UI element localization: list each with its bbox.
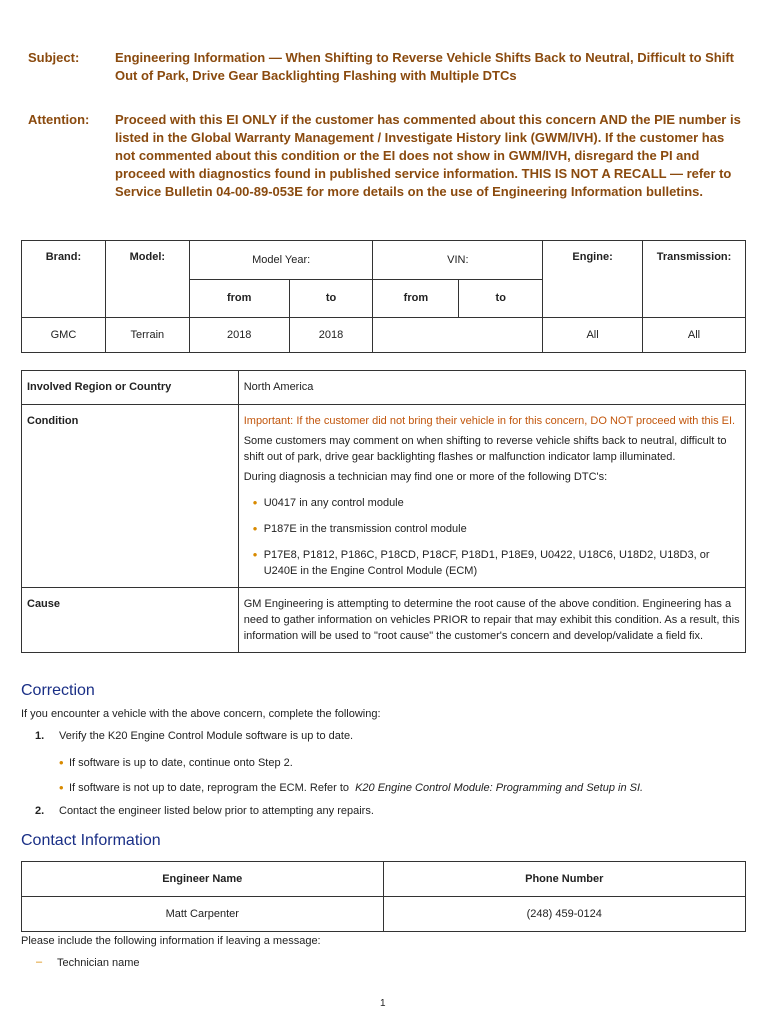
subject-text: Engineering Information — When Shifting to Reverse Vehicle Shifts Back to Neutral, Difficult to Shift Out of Park, Drive Gear Backlighting Flashing with Multiple DTCs xyxy=(115,50,735,83)
engineer-name-header: Engineer Name xyxy=(22,862,384,897)
cause-text: GM Engineering is attempting to determine the root cause of the above condition. Engineering has a need to gather information on vehicles PRIOR to repair that may exhibit this condition. As a result, this information will be used to "root cause" the customer's concern and develop/validate a field fix. xyxy=(238,588,745,653)
sub-step-2-prefix: If software is not up to date, reprogram the ECM. Refer to xyxy=(69,782,350,794)
table-row xyxy=(22,897,746,932)
attention-text: Proceed with this EI ONLY if the customer has commented about this concern AND the PIE number is listed in the Global Warranty Management / Investigate History link (GWM/IVH). If the customer has not commented about this condition or the EI does not show in GWM/IVH, disregard the PI and proceed with diagnostics found in published service information. THIS IS NOT A RECALL — refer to Service Bulletin 04-00-89-053E for more details on the use of Engineering Information bulletins. xyxy=(115,112,741,199)
year-to-header: to xyxy=(289,279,373,318)
condition-info-table xyxy=(21,370,746,653)
transmission-cell: All xyxy=(643,318,746,353)
phone-number-cell: (248) 459-0124 xyxy=(383,897,746,932)
step-2-text: Contact the engineer listed below prior to attempting any repairs. xyxy=(59,805,374,817)
dash-icon: – xyxy=(36,956,43,968)
step-2-number: 2. xyxy=(35,805,45,817)
sub-step-2-reference: K20 Engine Control Module: Programming and Setup in SI. xyxy=(355,782,644,794)
condition-content xyxy=(238,405,745,588)
list-item: • U0417 in any control module xyxy=(244,495,740,511)
vin-cell xyxy=(373,318,543,353)
vehicle-spec-table xyxy=(21,240,746,353)
model-year-header: Model Year: xyxy=(189,241,373,280)
year-to-cell: 2018 xyxy=(289,318,373,353)
list-item: Technician name xyxy=(57,957,140,969)
message-note: Please include the following information if leaving a message: xyxy=(21,935,321,947)
cause-label: Cause xyxy=(22,588,239,653)
engine-cell: All xyxy=(543,318,643,353)
phone-number-header: Phone Number xyxy=(383,862,746,897)
important-label: Important: xyxy=(243,415,294,427)
step-1-number: 1. xyxy=(35,730,45,742)
engine-header: Engine: xyxy=(543,241,643,318)
condition-paragraph-1: Some customers may comment on when shifting to reverse vehicle shifts back to neutral, difficult to shift out of park, drive gear backlighting flashes or malfunction indicator lamp illuminated. xyxy=(243,435,727,463)
condition-paragraph-2: During diagnosis a technician may find one or more of the following DTC's: xyxy=(243,471,608,483)
contact-heading: Contact Information xyxy=(21,832,161,849)
year-from-header: from xyxy=(189,279,289,318)
region-label: Involved Region or Country xyxy=(22,371,239,405)
sub-step-1: If software is up to date, continue onto Step 2. xyxy=(69,757,293,769)
transmission-header: Transmission: xyxy=(643,241,746,318)
list-item: • P17E8, P1812, P186C, P18CD, P18CF, P18D1, P18E9, U0422, U18C6, U18D2, U18D3, or U240E in the Engine Control Module (ECM) xyxy=(244,547,740,579)
subject-label: Subject: xyxy=(28,50,80,65)
correction-intro: If you encounter a vehicle with the above concern, complete the following: xyxy=(21,708,381,720)
contact-table xyxy=(21,861,746,932)
important-text: If the customer did not bring their vehicle in for this concern, DO NOT proceed with this EI. xyxy=(296,415,736,427)
condition-label: Condition xyxy=(22,405,239,588)
engineer-name-cell: Matt Carpenter xyxy=(22,897,384,932)
dtc-list xyxy=(244,495,740,579)
model-header: Model: xyxy=(105,241,189,318)
bullet-icon: • xyxy=(59,780,64,795)
bullet-icon: • xyxy=(59,755,64,770)
brand-cell: GMC xyxy=(22,318,106,353)
model-cell: Terrain xyxy=(105,318,189,353)
correction-heading: Correction xyxy=(21,682,95,699)
list-item: • P187E in the transmission control module xyxy=(244,521,740,537)
important-note xyxy=(244,413,740,429)
page-number: 1 xyxy=(380,998,386,1009)
vin-from-header: from xyxy=(373,279,459,318)
sub-step-2 xyxy=(69,782,643,794)
vin-header: VIN: xyxy=(373,241,543,280)
year-from-cell: 2018 xyxy=(189,318,289,353)
table-row xyxy=(22,318,746,353)
region-value: North America xyxy=(238,371,745,405)
vin-to-header: to xyxy=(459,279,543,318)
attention-label: Attention: xyxy=(28,112,90,127)
brand-header: Brand: xyxy=(22,241,106,318)
step-1-text: Verify the K20 Engine Control Module software is up to date. xyxy=(59,730,354,742)
